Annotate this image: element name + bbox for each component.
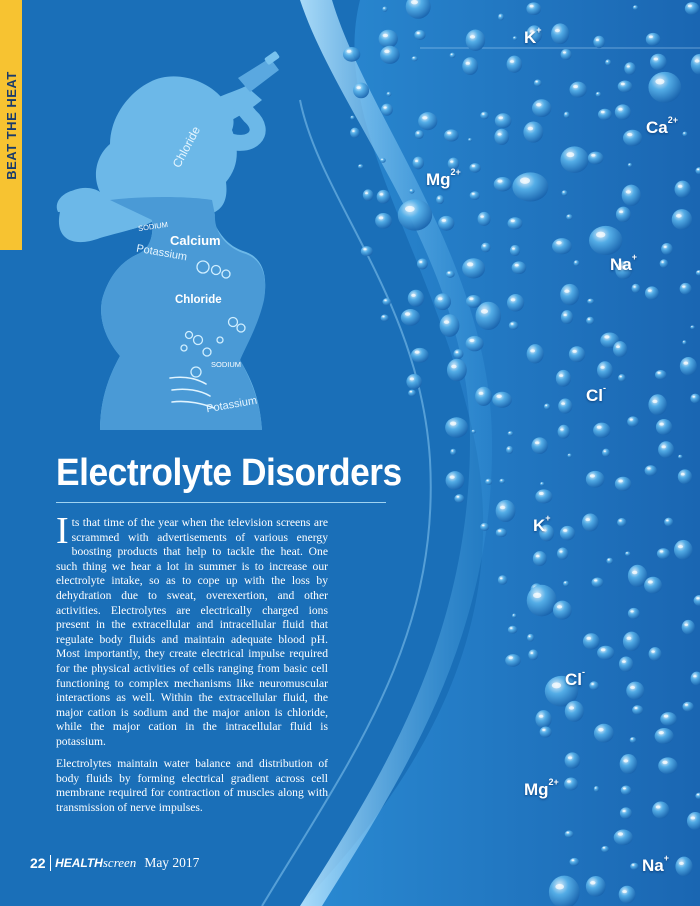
ion-charge: 2+	[548, 777, 559, 787]
ion-label	[533, 513, 551, 536]
article-title: Electrolyte Disorders	[56, 452, 402, 494]
publication-name-b: screen	[102, 855, 137, 870]
ion-symbol: K	[533, 516, 546, 535]
ion-label	[524, 777, 559, 800]
ion-label	[586, 383, 606, 406]
figure-label-sodium-2: SODIUM	[211, 360, 241, 369]
figure-label-potassium-2: Potassium	[205, 394, 259, 416]
ion-symbol: Mg	[426, 170, 451, 189]
paragraph-1-text: ts that time of the year when the television screens are scrammed with advertisements of various energy boosting products that help to tackle the heat. One such thing we hear a lot in summer is to increase our electrolyte intake, so as to cope up with the loss by dehydration due to sweat, overexertion, and other activities. Electrolytes are electrically charged ions present in the extracellular and intracellular fluid that regulate body fluids and maintain adequate blood pH. Most importantly, they create electrical impulse required for the physical activities of cells ranging from basic cell functioning to complex mechanisms like neuromuscular interactions as well. Within the extracellular fluid, the major cation is sodium and the major anion is chloride, while the major cation in the intracellular fluid is potassium.	[56, 516, 328, 748]
figure-label-sodium-1: SODIUM	[137, 219, 169, 234]
ion-label	[426, 167, 461, 190]
side-tab-label-wrap	[0, 0, 22, 250]
ion-charge: +	[545, 513, 551, 523]
publication-name-a: HEALTH	[55, 856, 103, 870]
issue-date: May 2017	[144, 855, 200, 870]
ion-symbol: Mg	[524, 780, 549, 799]
article-paragraph-2: Electrolytes maintain water balance and distribution of body fluids by forming electrical gradient across cell membrane required for contraction of muscles along with transmission of nerve impulses.	[56, 757, 328, 814]
figure-label-chloride-top: Chloride	[169, 123, 204, 171]
ion-symbol: Cl	[565, 670, 582, 689]
ion-symbol: Na	[610, 255, 632, 274]
ion-charge: +	[663, 853, 669, 863]
ion-symbol: Ca	[646, 118, 668, 137]
side-tab-label: BEAT THE HEAT	[3, 70, 19, 180]
figure-label-chloride-mid: Chloride	[175, 294, 222, 306]
footer-divider	[50, 855, 52, 871]
ion-charge: +	[631, 252, 637, 262]
article-paragraph-1	[56, 510, 328, 750]
ion-charge: -	[603, 383, 606, 393]
dropcap: I	[56, 510, 69, 552]
title-divider	[56, 502, 386, 503]
page-number: 22	[30, 855, 46, 871]
ion-label	[642, 853, 669, 876]
ion-charge: 2+	[667, 115, 678, 125]
ion-symbol: K	[524, 28, 537, 47]
ion-symbol: Cl	[586, 386, 603, 405]
figure-label-potassium-1: Potassium	[135, 242, 189, 264]
ion-label	[610, 252, 637, 275]
ion-symbol: Na	[642, 856, 664, 875]
figure-label-calcium: Calcium	[170, 233, 221, 248]
ion-charge: -	[582, 667, 585, 677]
ion-charge: +	[536, 25, 542, 35]
ion-label	[565, 667, 585, 690]
page-footer	[30, 855, 199, 871]
ion-charge: 2+	[450, 167, 461, 177]
ion-label	[524, 25, 542, 48]
ion-label	[646, 115, 678, 138]
